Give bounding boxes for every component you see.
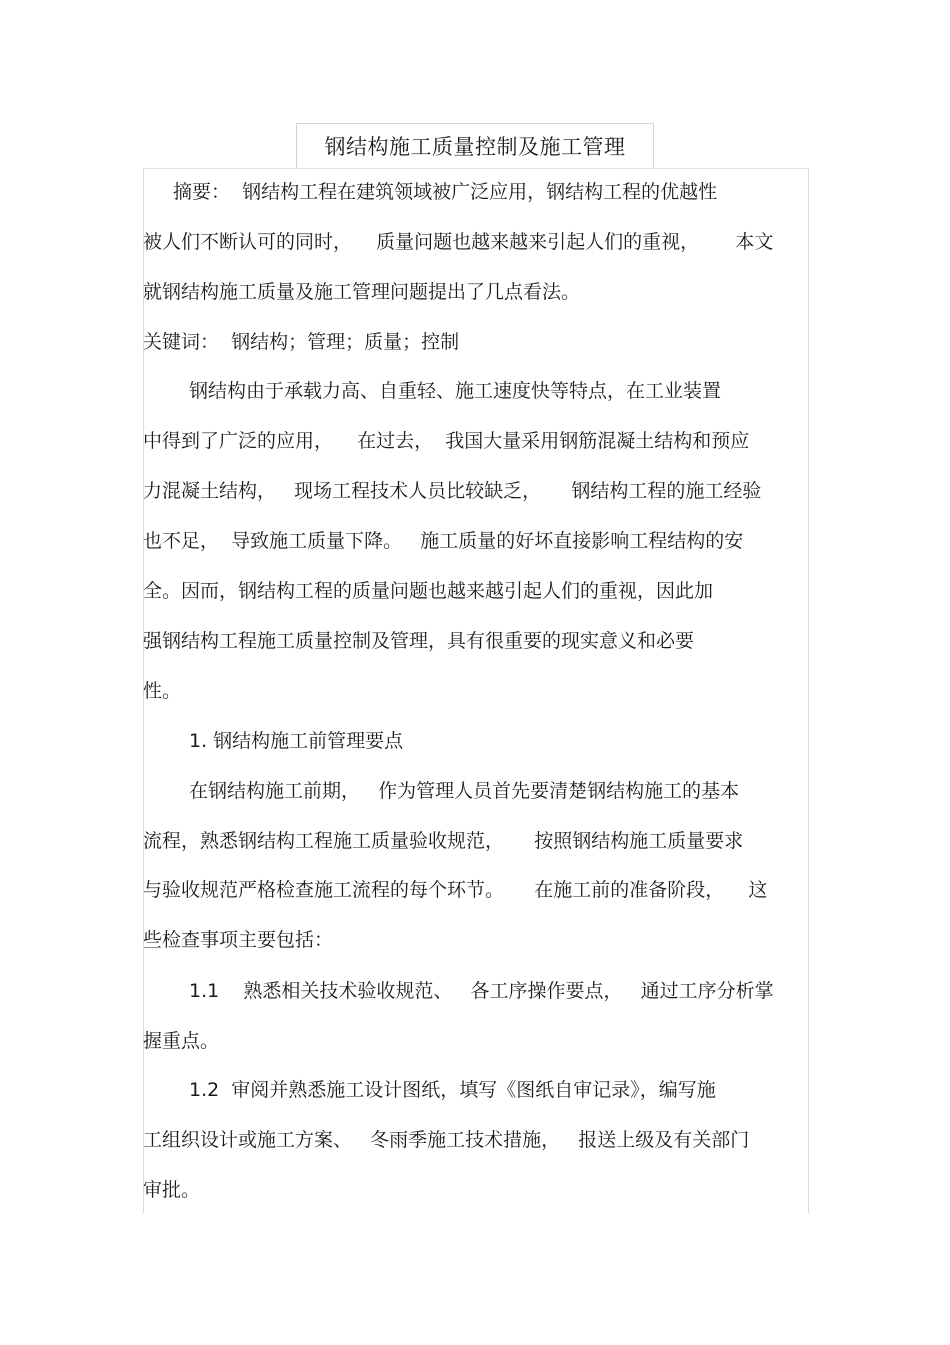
item-1-1-line-1: 1.1 熟悉相关技术验收规范、 各工序操作要点， 通过工序分析掌: [189, 980, 774, 1002]
body-line-1: 钢结构由于承载力高、自重轻、施工速度快等特点，在工业装置: [189, 380, 722, 402]
section-1-line-1: 在钢结构施工前期， 作为管理人员首先要清楚钢结构施工的基本: [189, 780, 740, 802]
body-line-4: 也不足， 导致施工质量下降。 施工质量的好坏直接影响工程结构的安: [143, 530, 744, 552]
keywords-line: 关键词： 钢结构；管理；质量；控制: [143, 331, 460, 353]
item-1-2-line-1: 1.2 审阅并熟悉施工设计图纸，填写《图纸自审记录》，编写施: [189, 1079, 716, 1101]
item-1-2-line-2: 工组织设计或施工方案、 冬雨季施工技术措施， 报送上级及有关部门: [143, 1129, 750, 1151]
document-title: 钢结构施工质量控制及施工管理: [296, 123, 654, 168]
item-1-1-line-2: 握重点。: [143, 1030, 220, 1052]
section-1-line-4: 些检查事项主要包括：: [143, 929, 334, 951]
body-line-3: 力混凝土结构， 现场工程技术人员比较缺乏， 钢结构工程的施工经验: [143, 480, 762, 502]
body-line-5: 全。因而，钢结构工程的质量问题也越来越引起人们的重视，因此加: [143, 580, 714, 602]
section-heading-1: 1. 钢结构施工前管理要点: [189, 730, 404, 752]
body-line-7: 性。: [143, 680, 182, 702]
section-1-line-3: 与验收规范严格检查施工流程的每个环节。 在施工前的准备阶段， 这: [143, 879, 768, 901]
body-line-2: 中得到了广泛的应用， 在过去， 我国大量采用钢筋混凝土结构和预应: [143, 430, 750, 452]
abstract-line-3: 就钢结构施工质量及施工管理问题提出了几点看法。: [143, 281, 581, 303]
section-1-line-2: 流程，熟悉钢结构工程施工质量验收规范， 按照钢结构施工质量要求: [143, 830, 744, 852]
abstract-line-2: 被人们不断认可的同时， 质量问题也越来越来引起人们的重视， 本文: [143, 231, 774, 253]
item-1-2-line-3: 审批。: [143, 1179, 201, 1201]
body-line-6: 强钢结构工程施工质量控制及管理，具有很重要的现实意义和必要: [143, 630, 695, 652]
abstract-line-1: 摘要： 钢结构工程在建筑领域被广泛应用，钢结构工程的优越性: [173, 181, 718, 203]
